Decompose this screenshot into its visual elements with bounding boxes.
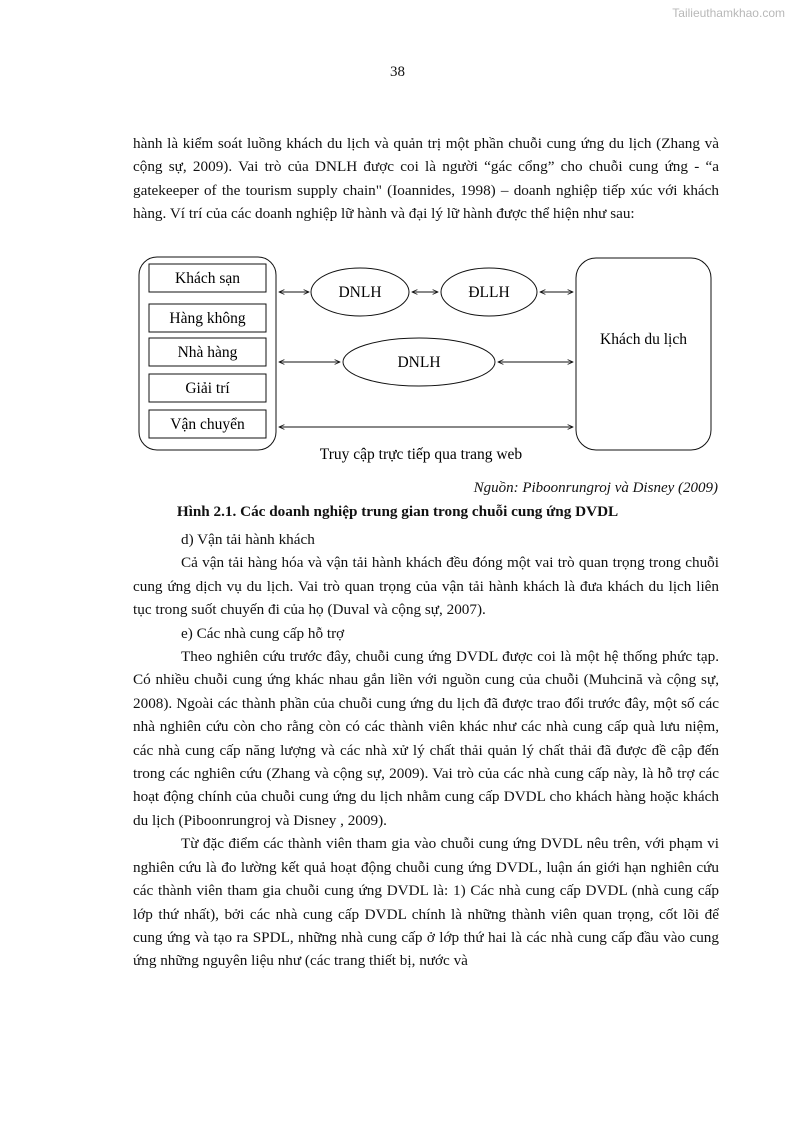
supplier-label: Hàng không xyxy=(169,310,246,327)
supplier-nha-hang xyxy=(149,338,266,366)
supplier-label: Khách sạn xyxy=(175,270,240,287)
web-access-label: Truy cập trực tiếp qua trang web xyxy=(319,446,523,463)
svg-text:ĐLLH: ĐLLH xyxy=(468,284,510,301)
supplier-label: Nhà hàng xyxy=(177,344,238,361)
figure-source: Nguồn: Piboonrungroj và Disney (2009) xyxy=(473,480,718,496)
figure-caption: Hình 2.1. Các doanh nghiệp trung gian trong chuỗi cung ứng DVDL xyxy=(176,503,619,520)
heading-d: d) Vận tải hành khách xyxy=(181,531,315,548)
supplier-hang-khong xyxy=(149,304,266,332)
supplier-label: Vận chuyển xyxy=(170,416,245,433)
supplier-giai-tri xyxy=(149,374,266,402)
page-number: 38 xyxy=(390,64,405,80)
node-dnlh-top xyxy=(311,268,409,316)
svg-text:Khách du lịch: Khách du lịch xyxy=(600,331,687,348)
supplier-van-chuyen xyxy=(149,410,266,438)
paragraph-scope: Từ đặc điểm các thành viên tham gia vào chuỗi cung ứng DVDL nêu trên, với phạm vi nghiên cứu là đo lường kết quả hoạt động chuỗi cung ứng DVDL, luận án giới hạn nghiên cứu các thành viên tham gia chuỗi cung ứng DVDL là: 1) Các nhà cung cấp DVDL (nhà cung cấp lớp thứ nhất), bởi các nhà cung cấp DVDL chính là những thành viên quan trọng, cốt lõi để cung ứng và tạo ra SPDL, những nhà cung cấp ở lớp thứ hai là các nhà cung cấp đầu vào cung ứng những nguyên liệu như (các trang thiết bị, nước và xyxy=(133,835,719,970)
svg-text:DNLH: DNLH xyxy=(397,354,441,371)
paragraph-transport: Cả vận tải hàng hóa và vận tải hành khách đều đóng một vai trò quan trọng trong chuỗi cung ứng dịch vụ du lịch. Vai trò quan trọng của vận tải hành khách là đưa khách du lịch liên tục trong suốt chuyến đi của họ (Duval và cộng sự, 2007). xyxy=(133,554,719,619)
watermark: Tailieuthamkhao.com xyxy=(672,6,785,20)
node-dllh xyxy=(441,268,537,316)
paragraph-support-suppliers: Theo nghiên cứu trước đây, chuỗi cung ứng DVDL được coi là một hệ thống phức tạp. Có nhiều chuỗi cung ứng khác nhau gắn liền với nguồn cung của chuỗi (Muhcină và cộng sự, 2008). Ngoài các thành phần của chuỗi cung ứng du lịch đã được trao đổi trước đây, một số các nhà nghiên cứu còn cho rằng còn có các thành viên khác như các nhà cung cấp quà lưu niệm, các nhà cung cấp năng lượng và các nhà xử lý chất thải quản lý chất thải đã được đề cập đến trong các nghiên cứu (Zhang và cộng sự, 2009). Vai trò của các nhà cung cấp này, là hỗ trợ các hoạt động chính của chuỗi cung ứng du lịch nhằm cung cấp DVDL cho khách hàng hoặc khách du lịch (Piboonrungroj và Disney , 2009). xyxy=(133,648,719,829)
customer-box xyxy=(576,258,711,450)
intro-paragraph: hành là kiểm soát luồng khách du lịch và quản trị một phần chuỗi cung ứng du lịch (Zhang và cộng sự, 2009). Vai trò của DNLH được coi là người “gác cổng” cho chuỗi cung ứng - “a gatekeeper of the tourism supply chain" (Ioannides, 1998) – doanh nghiệp tiếp xúc với khách hàng. Ví trí của các doanh nghiệp lữ hành và đại lý lữ hành được thể hiện như sau: xyxy=(133,135,719,223)
node-dnlh-bottom xyxy=(343,338,495,386)
supplier-label: Giải trí xyxy=(185,380,230,397)
heading-e: e) Các nhà cung cấp hỗ trợ xyxy=(181,624,345,642)
svg-text:DNLH: DNLH xyxy=(338,284,382,301)
supplier-khach-san xyxy=(149,264,266,292)
body-text xyxy=(133,528,719,973)
